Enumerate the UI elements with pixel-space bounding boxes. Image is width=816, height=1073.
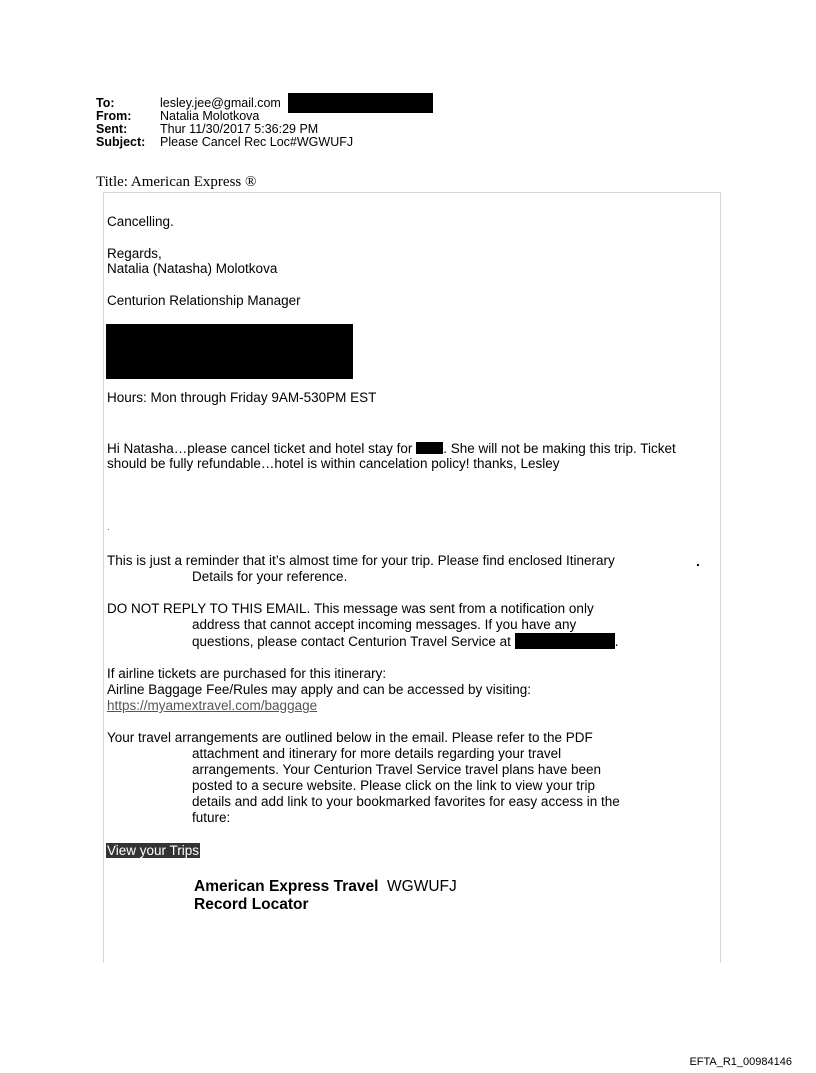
amex-travel-label: American Express Travel [194,878,379,895]
airline-line1: If airline tickets are purchased for this itinerary: [107,666,387,681]
from-value: Natalia Molotkova [160,109,260,123]
record-locator-label: Record Locator [194,896,309,913]
to-value: lesley.jee@gmail.com [160,96,281,110]
signature-name: Natalia (Natasha) Molotkova [107,261,278,276]
baggage-link[interactable]: https://myamextravel.com/baggage [107,698,318,713]
subject-value: Please Cancel Rec Loc#WGWUFJ [160,135,354,149]
redaction-block [288,93,433,113]
contact-end: . [614,634,619,649]
reminder-line1: This is just a reminder that it’s almost time for your trip. Please find enclosed Itinerary [107,553,615,568]
regards-text: Regards, [107,246,162,261]
lesley-message-part-b: . She will not be making this trip. Ticket [443,441,676,456]
contact-text: questions, please contact Centurion Travel Service at [192,634,511,649]
sent-label: Sent: [96,122,128,136]
sent-value: Thur 11/30/2017 5:36:29 PM [160,122,319,136]
stray-dot: . [107,522,110,533]
travel-line3: arrangements. Your Centurion Travel Service travel plans have been [192,762,601,777]
do-not-reply-line3 [192,633,618,650]
to-label: To: [96,96,115,110]
signature-role: Centurion Relationship Manager [107,293,301,308]
view-trips-button[interactable]: View your Trips [107,843,200,858]
stray-dot-right: . [696,553,700,569]
page-title: Title: American Express ® [96,174,257,190]
travel-line2: attachment and itinerary for more details regarding your travel [192,746,562,761]
cancelling-text: Cancelling. [107,214,174,229]
lesley-message-line2: should be fully refundable…hotel is within cancelation policy! thanks, Lesley [107,456,560,471]
subject-label: Subject: [96,135,146,149]
redaction-block [515,633,615,649]
redaction-block [106,324,353,379]
travel-line1: Your travel arrangements are outlined below in the email. Please refer to the PDF [107,730,593,745]
record-locator-line1 [194,878,457,896]
travel-line5: details and add link to your bookmarked favorites for easy access in the [192,794,620,809]
redaction-block [416,442,443,454]
lesley-message-line1 [107,441,676,457]
do-not-reply-line2: address that cannot accept incoming messages. If you have any [192,617,577,632]
from-label: From: [96,109,132,123]
travel-line4: posted to a secure website. Please click on the link to view your trip [192,778,595,793]
hours-text: Hours: Mon through Friday 9AM-530PM EST [107,390,377,405]
airline-line2: Airline Baggage Fee/Rules may apply and can be accessed by visiting: [107,682,531,697]
lesley-message-part-a: Hi Natasha…please cancel ticket and hotel stay for [107,441,413,456]
document-id: EFTA_R1_00984146 [689,1056,792,1068]
do-not-reply-line1: DO NOT REPLY TO THIS EMAIL. This message was sent from a notification only [107,601,594,616]
reminder-line2: Details for your reference. [192,569,348,584]
travel-line6: future: [192,810,231,825]
record-locator-code: WGWUFJ [387,878,457,895]
